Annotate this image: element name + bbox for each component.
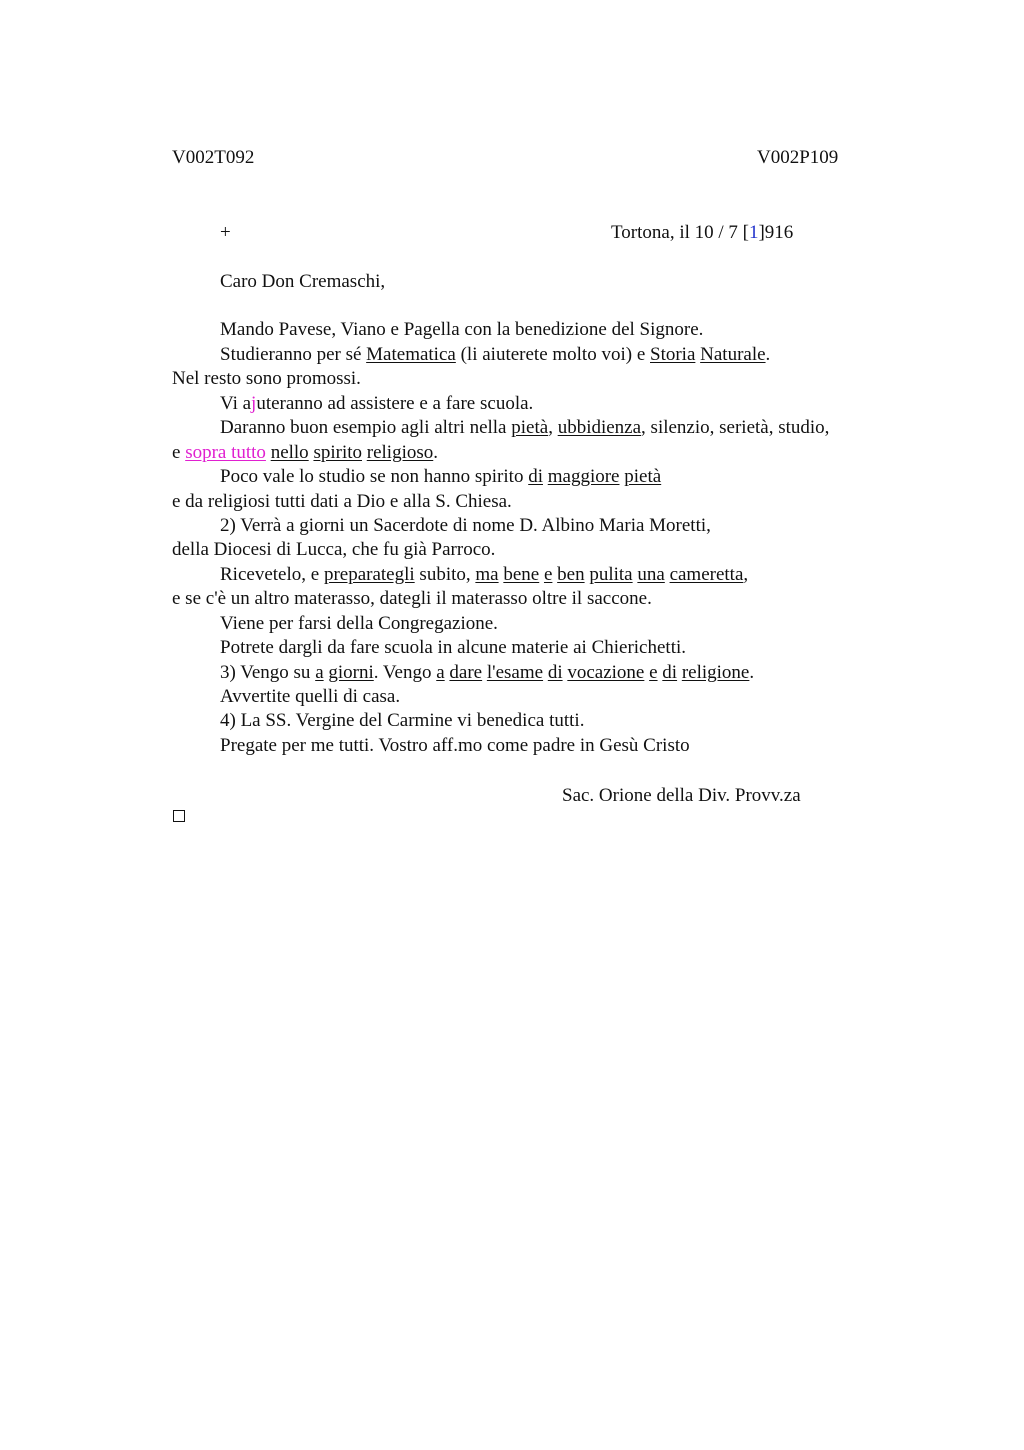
text-run: uteranno ad assistere e a fare scuola. [256, 393, 534, 414]
date-editor-digit: 1 [748, 222, 759, 243]
underlined-word: di [662, 662, 678, 683]
text-run: e [172, 442, 186, 463]
body-line-3: Nel resto sono promossi. [172, 368, 361, 389]
text-run: , silenzio, serietà, studio, [641, 417, 830, 438]
text-run: (li aiuterete molto voi) e [455, 344, 650, 365]
underlined-word: pietà [511, 417, 549, 438]
underlined-word: Naturale [700, 344, 766, 365]
text-run: . [433, 442, 438, 463]
body-line-8: e da religiosi tutti dati a Dio e alla S. Chiesa. [172, 491, 512, 512]
body-line-5 [220, 416, 829, 440]
text-run: . [749, 662, 755, 683]
text-run: , [743, 564, 749, 585]
underlined-word: a [436, 662, 445, 683]
text-run: Vi a [220, 393, 252, 414]
signature: Sac. Orione della Div. Provv.za [562, 785, 801, 806]
underlined-word: ma [475, 564, 499, 585]
date-suffix: ]916 [758, 222, 794, 243]
underlined-word: preparategli [323, 564, 415, 585]
text-run: 3) Vengo su [220, 662, 316, 683]
underlined-word: religioso [366, 442, 434, 463]
highlighted-letter: j [251, 393, 257, 414]
underlined-word: ben [557, 564, 585, 585]
body-line-6 [172, 441, 438, 465]
body-line-7 [220, 465, 661, 489]
date-prefix: Tortona, il 10 / 7 [ [611, 222, 749, 243]
underlined-word: maggiore [547, 466, 620, 487]
underlined-word: vocazione [567, 662, 645, 683]
underlined-word: religione [681, 662, 750, 683]
end-of-document-box-icon [173, 810, 185, 822]
body-line-13: Viene per farsi della Congregazione. [220, 613, 498, 634]
body-line-12: e se c'è un altro materasso, dategli il materasso oltre il saccone. [172, 588, 652, 609]
underlined-word: ubbidienza [557, 417, 642, 438]
text-run: . Vengo [373, 662, 437, 683]
underlined-word: spirito [313, 442, 362, 463]
underlined-word: Storia [650, 344, 696, 365]
text-run: Ricevetelo, e [220, 564, 324, 585]
cross-symbol: + [220, 222, 231, 243]
body-line-11 [220, 563, 748, 587]
underlined-word: Matematica [366, 344, 456, 365]
text-run: Poco vale lo studio se non hanno spirito [220, 466, 529, 487]
underlined-word: pulita [589, 564, 633, 585]
salutation: Caro Don Cremaschi, [220, 271, 386, 292]
underlined-word: e [543, 564, 553, 585]
document-code-left: V002T092 [172, 147, 255, 168]
body-line-14: Potrete dargli da fare scuola in alcune materie ai Chierichetti. [220, 637, 687, 658]
underlined-word: bene [503, 564, 540, 585]
underlined-word: una [637, 564, 665, 585]
highlighted-phrase: sopra tutto [185, 442, 266, 463]
underlined-word: nello [270, 442, 309, 463]
underlined-word: l'esame [486, 662, 544, 683]
body-line-15 [220, 661, 754, 685]
body-line-16: Avvertite quelli di casa. [220, 686, 401, 707]
underlined-word: di [528, 466, 543, 487]
text-run: Studieranno per sé [220, 344, 367, 365]
text-run: . [765, 344, 771, 365]
underlined-word: a [315, 662, 324, 683]
text-run: subito, [414, 564, 476, 585]
text-run: , [548, 417, 558, 438]
underlined-word: pietà [624, 466, 662, 487]
underlined-word: di [547, 662, 563, 683]
body-line-9: 2) Verrà a giorni un Sacerdote di nome D. Albino Maria Moretti, [220, 515, 711, 536]
body-line-4 [220, 392, 533, 416]
underlined-word: dare [449, 662, 483, 683]
text-run: Daranno buon esempio agli altri nella [220, 417, 512, 438]
body-line-10: della Diocesi di Lucca, che fu già Parroco. [172, 539, 496, 560]
body-line-2 [220, 343, 770, 367]
document-code-right: V002P109 [757, 147, 839, 168]
underlined-word: cameretta [669, 564, 744, 585]
date-line [611, 221, 793, 245]
underlined-word: e [649, 662, 658, 683]
underlined-word: giorni [328, 662, 374, 683]
body-line-17: 4) La SS. Vergine del Carmine vi benedica tutti. [220, 710, 585, 731]
body-line-1: Mando Pavese, Viano e Pagella con la benedizione del Signore. [220, 319, 704, 340]
body-line-18: Pregate per me tutti. Vostro aff.mo come padre in Gesù Cristo [220, 735, 690, 756]
